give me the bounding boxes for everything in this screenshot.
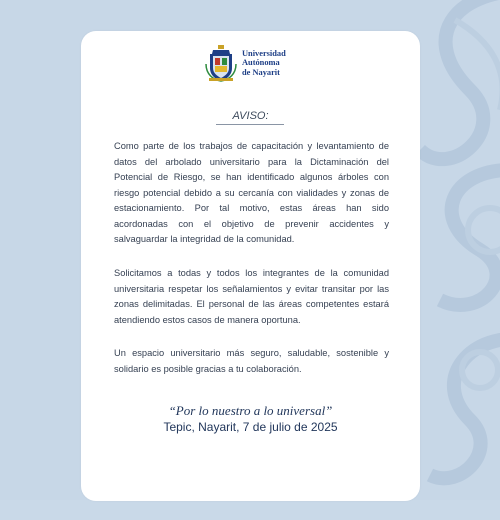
university-crest-icon: [203, 44, 239, 82]
notice-card: [81, 31, 420, 501]
university-motto: “Por lo nuestro a lo universal”: [168, 403, 333, 418]
place-and-date: Tepic, Nayarit, 7 de julio de 2025: [163, 420, 338, 434]
notice-title: AVISO:: [232, 110, 269, 122]
university-name: [242, 49, 286, 77]
university-logo: [203, 43, 313, 83]
university-name-line3: de Nayarit: [242, 67, 280, 77]
notice-paragraph-3: Un espacio universitario más seguro, saludable, sostenible y solidario es posible gracias a tu colaboración.: [114, 348, 389, 374]
notice-paragraph-2: Solicitamos a todas y todos los integrantes de la comunidad universitaria respetar los señalamientos y evitar transitar por las zonas delimitadas. El personal de las áreas competentes estará atendiendo estos casos de manera oportuna.: [114, 268, 389, 325]
university-name-line2: Autónoma: [242, 58, 280, 68]
title-divider: [216, 124, 284, 125]
university-name-line1: Universidad: [242, 48, 286, 58]
notice-paragraph-1: Como parte de los trabajos de capacitación y levantamiento de datos del arbolado universitario para la Dictaminación del Potencial de Riesgo, se han identificado algunos árboles con riesgo potencial debido a su cercanía con vialidades y zonas de estacionamiento. Por tal motivo, estas áreas han sido acordonadas con el objetivo de prevenir accidentes y salvaguardar la integridad de la comunidad.: [114, 141, 389, 244]
